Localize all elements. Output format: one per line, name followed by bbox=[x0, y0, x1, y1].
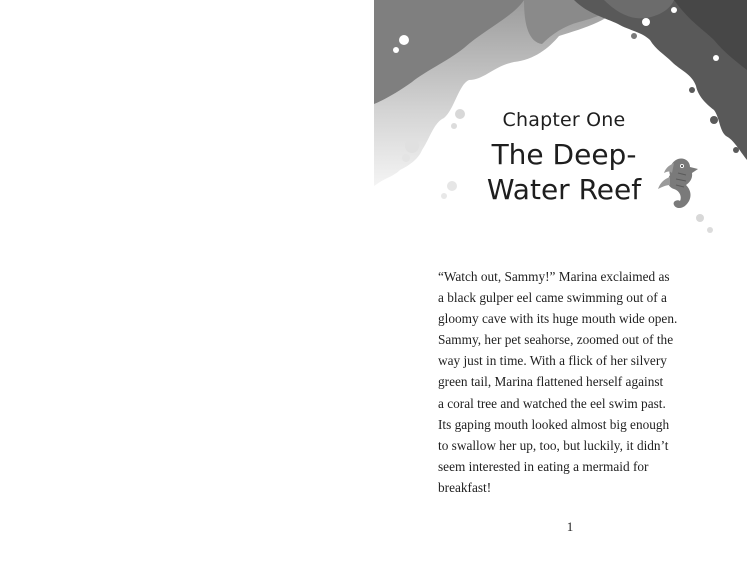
story-line: to swallow her up, too, but luckily, it didn’t bbox=[438, 437, 669, 453]
story-line: breakfast! bbox=[438, 479, 492, 495]
story-line: Its gaping mouth looked almost big enough bbox=[438, 416, 670, 432]
story-line: a coral tree and watched the eel swim past. bbox=[438, 395, 666, 411]
story-line: gloomy cave with its huge mouth wide open. bbox=[438, 311, 678, 327]
chapter-title-line: The Deep- bbox=[491, 138, 637, 171]
story-line: way just in time. With a flick of her silvery bbox=[438, 353, 667, 369]
seahorse-illustration bbox=[656, 155, 702, 217]
chapter-label: Chapter One bbox=[502, 109, 626, 131]
page-number: 1 bbox=[566, 519, 574, 534]
story-line: a black gulper eel came swimming out of a bbox=[438, 290, 667, 306]
right-page bbox=[374, 0, 747, 576]
story-paragraph bbox=[438, 266, 708, 498]
story-line: “Watch out, Sammy!” Marina exclaimed as bbox=[438, 269, 670, 284]
story-line: Sammy, her pet seahorse, zoomed out of the bbox=[438, 332, 674, 348]
chapter-title-line: Water Reef bbox=[486, 173, 642, 206]
story-line: green tail, Marina flattened herself against bbox=[438, 374, 664, 390]
story-line: seem interested in eating a mermaid for bbox=[438, 458, 649, 474]
